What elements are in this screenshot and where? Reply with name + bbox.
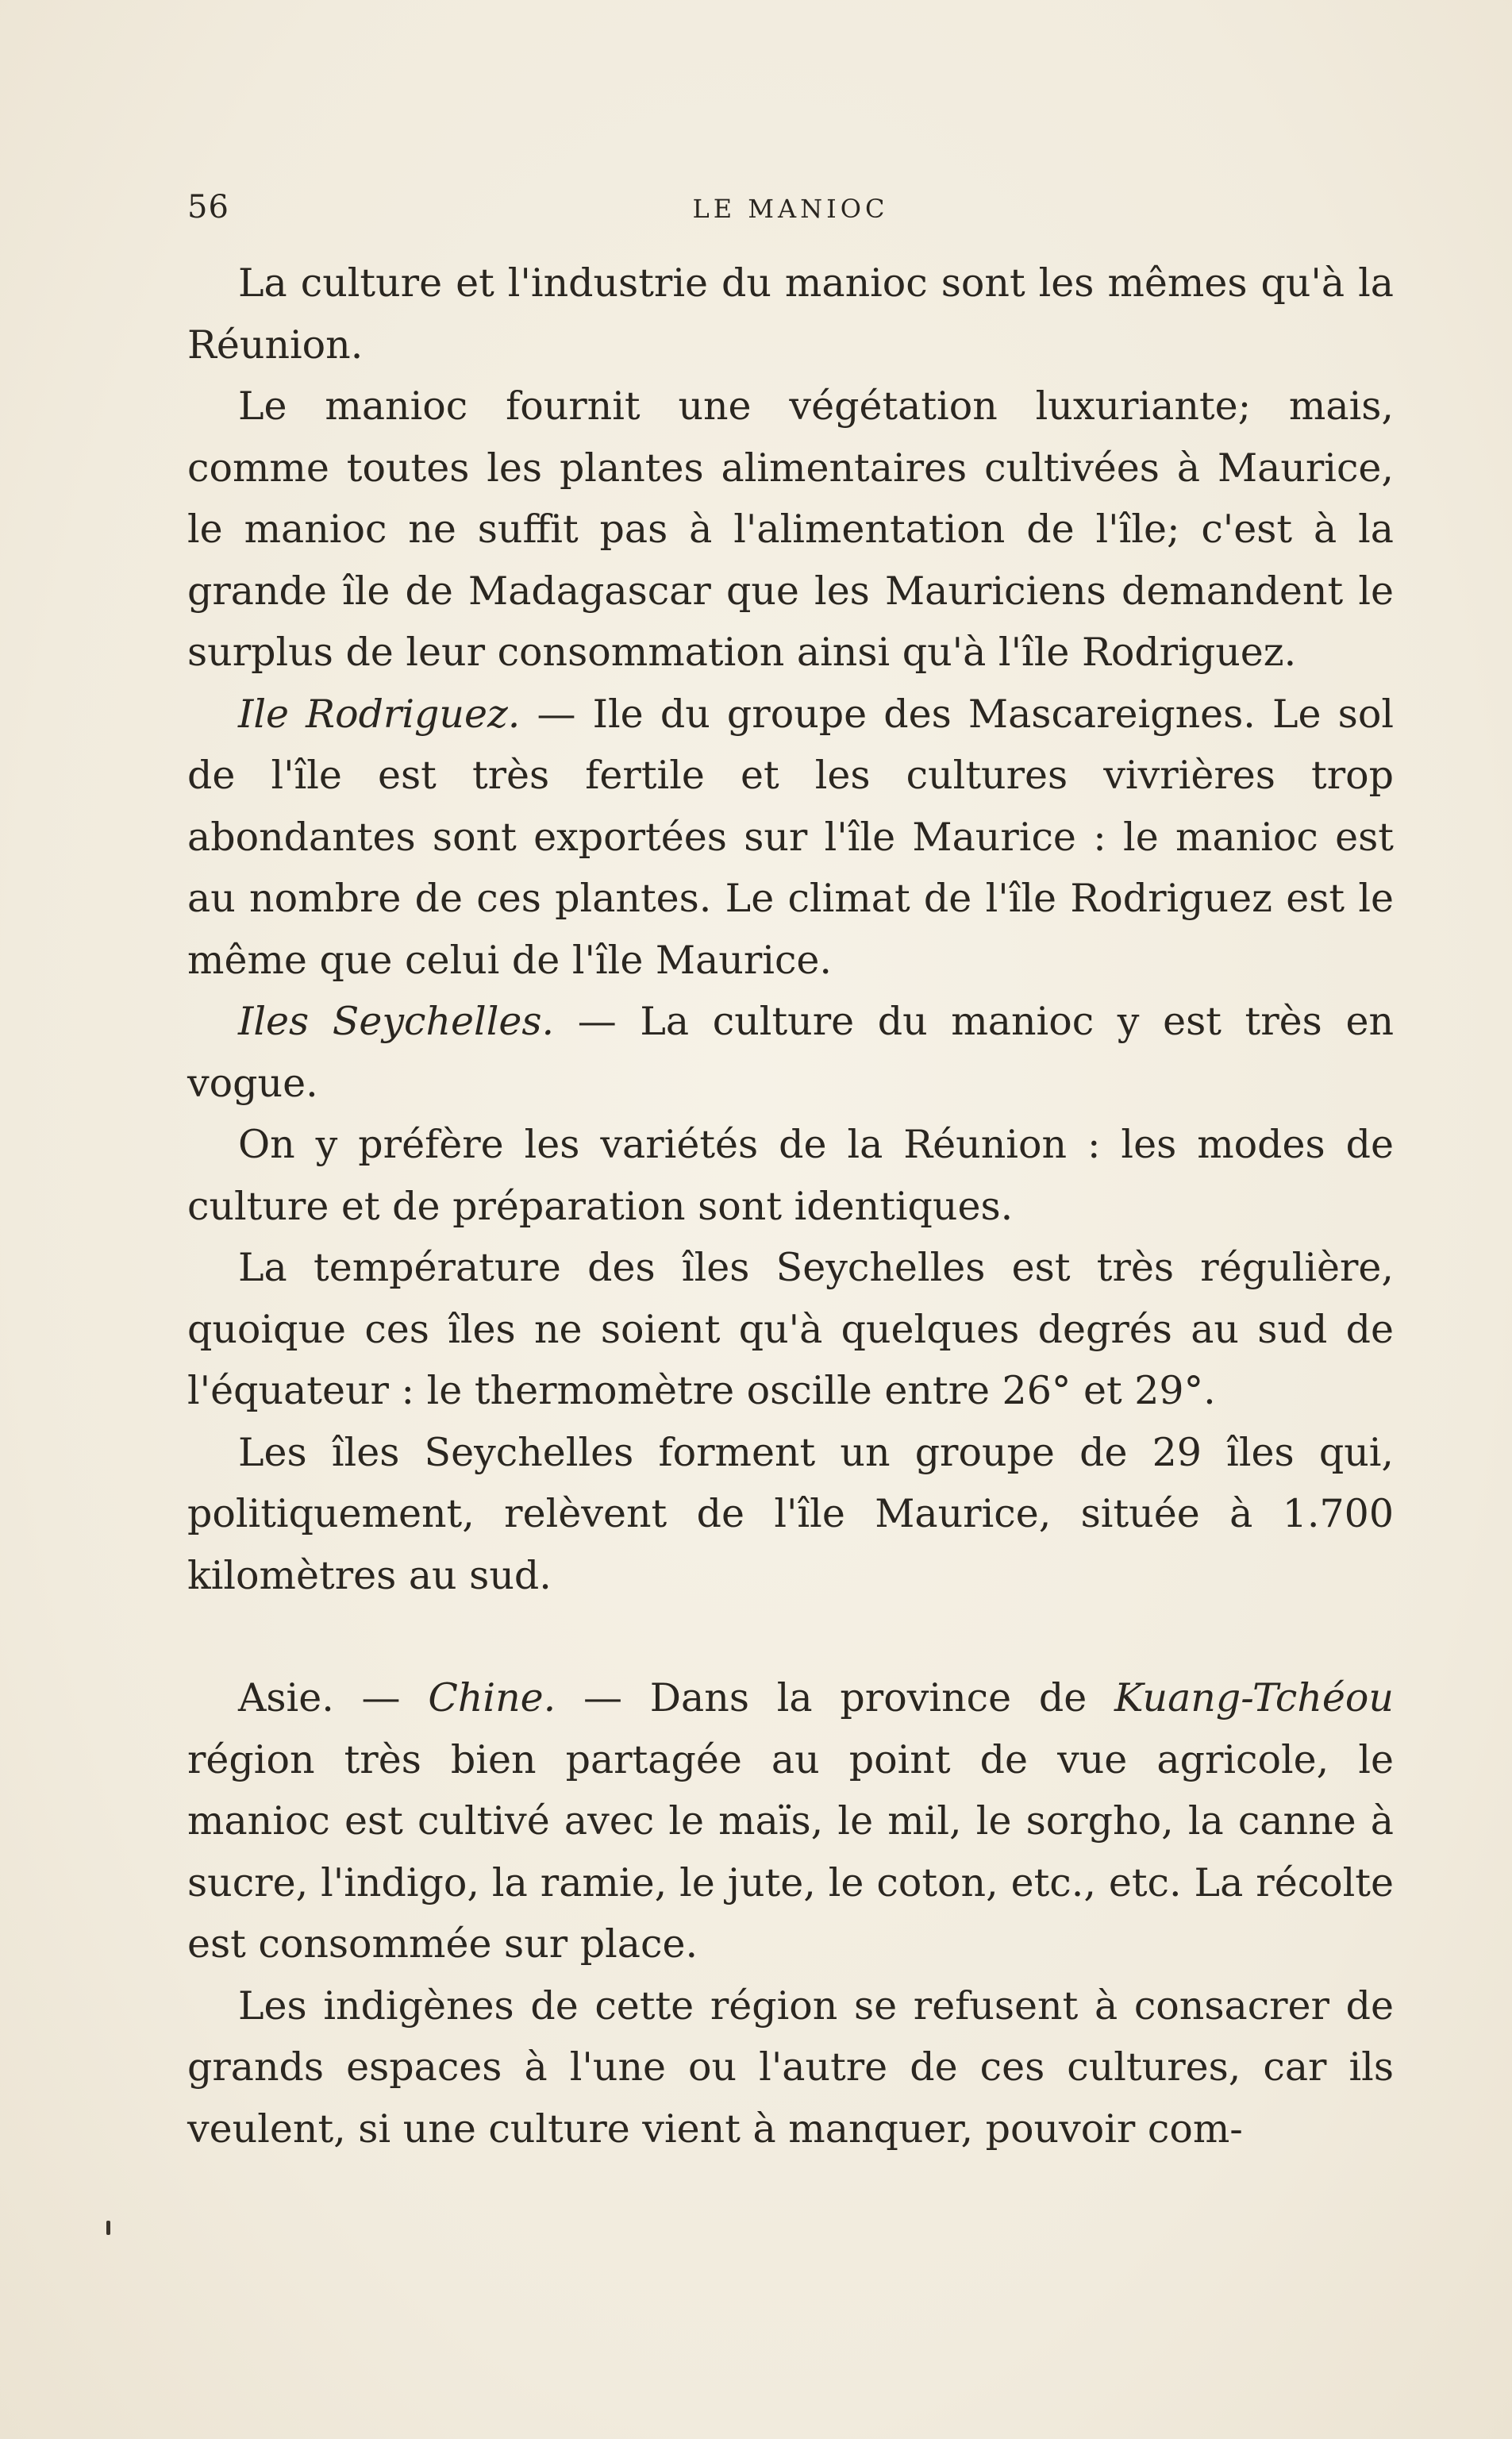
print-mark — [106, 2221, 110, 2235]
paragraph-maurice — [187, 376, 1394, 684]
paragraph-text: On y préfère les variétés de la Réunion : les modes de culture et de préparation sont identiques. — [187, 1122, 1394, 1229]
paragraph-text: Les indigènes de cette région se refusent à consacrer de grands espaces à l'une ou l'autre de ces cultures, car ils veulent, si une culture vient à manquer, pouvoir com- — [187, 1982, 1394, 2152]
running-title: LE MANIOC — [692, 194, 889, 224]
paragraph-seychelles — [187, 991, 1394, 1114]
paragraph-text: Les îles Seychelles forment un groupe de 29 îles qui, politiquement, relèvent de l'île Maurice, située à 1.700 kilomètres au sud. — [187, 1429, 1394, 1598]
paragraph-text: Le manioc fournit une végétation luxuriante; mais, comme toutes les plantes alimentaires cultivées à Maurice, le manioc ne suffit pas à l'alimentation de l'île; c'est à la grande île de Madagascar que les Mauriciens demandent le surplus de leur consommation ainsi qu'à l'île Rodriguez. — [187, 383, 1394, 675]
paragraph-rodriguez — [187, 684, 1394, 992]
paragraph-text: — Ile du groupe des Mascareignes. Le sol de l'île est très fertile et les cultures vivrières trop abondantes sont exportées sur l'île Maurice : le manioc est au nombre de ces plantes. Le climat de l'île Rodriguez est le même que celui de l'île Maurice. — [187, 691, 1395, 983]
paragraph-varieties — [187, 1114, 1394, 1237]
paragraph-text: — La culture du manioc y est très en vogue. — [187, 999, 1394, 1106]
page-number: 56 — [187, 189, 229, 225]
paragraph-indigenes — [187, 1975, 1394, 2160]
province-name: Kuang-Tchéou — [1114, 1675, 1394, 1720]
paragraph-reunion — [187, 252, 1394, 376]
section-label-china: Chine. — [428, 1675, 556, 1720]
paragraph-temperature — [187, 1237, 1394, 1422]
paragraph-text: La culture et l'industrie du manioc sont les mêmes qu'à la Réunion. — [187, 260, 1394, 368]
page-header — [187, 189, 1394, 237]
paragraph-asia — [187, 1667, 1394, 1975]
paragraph-text: — Dans la province de — [556, 1675, 1114, 1720]
section-label-seychelles: Iles Seychelles. — [238, 999, 555, 1044]
paragraph-islands — [187, 1422, 1394, 1607]
section-label-rodriguez: Ile Rodriguez. — [238, 691, 521, 737]
section-label-asia: Asie. — — [238, 1675, 429, 1720]
section-gap — [187, 1606, 1394, 1667]
paragraph-text: La température des îles Seychelles est très régulière, quoique ces îles ne soient qu'à quelques degrés au sud de l'équateur : le thermomètre oscille entre 26° et 29°. — [187, 1245, 1394, 1413]
body-text — [187, 252, 1394, 2160]
paragraph-text: région très bien partagée au point de vue agricole, le manioc est cultivé avec le maïs, le mil, le sorgho, la canne à sucre, l'indigo, la ramie, le jute, le coton, etc., etc. La récolte est consommée sur place. — [187, 1736, 1394, 1967]
